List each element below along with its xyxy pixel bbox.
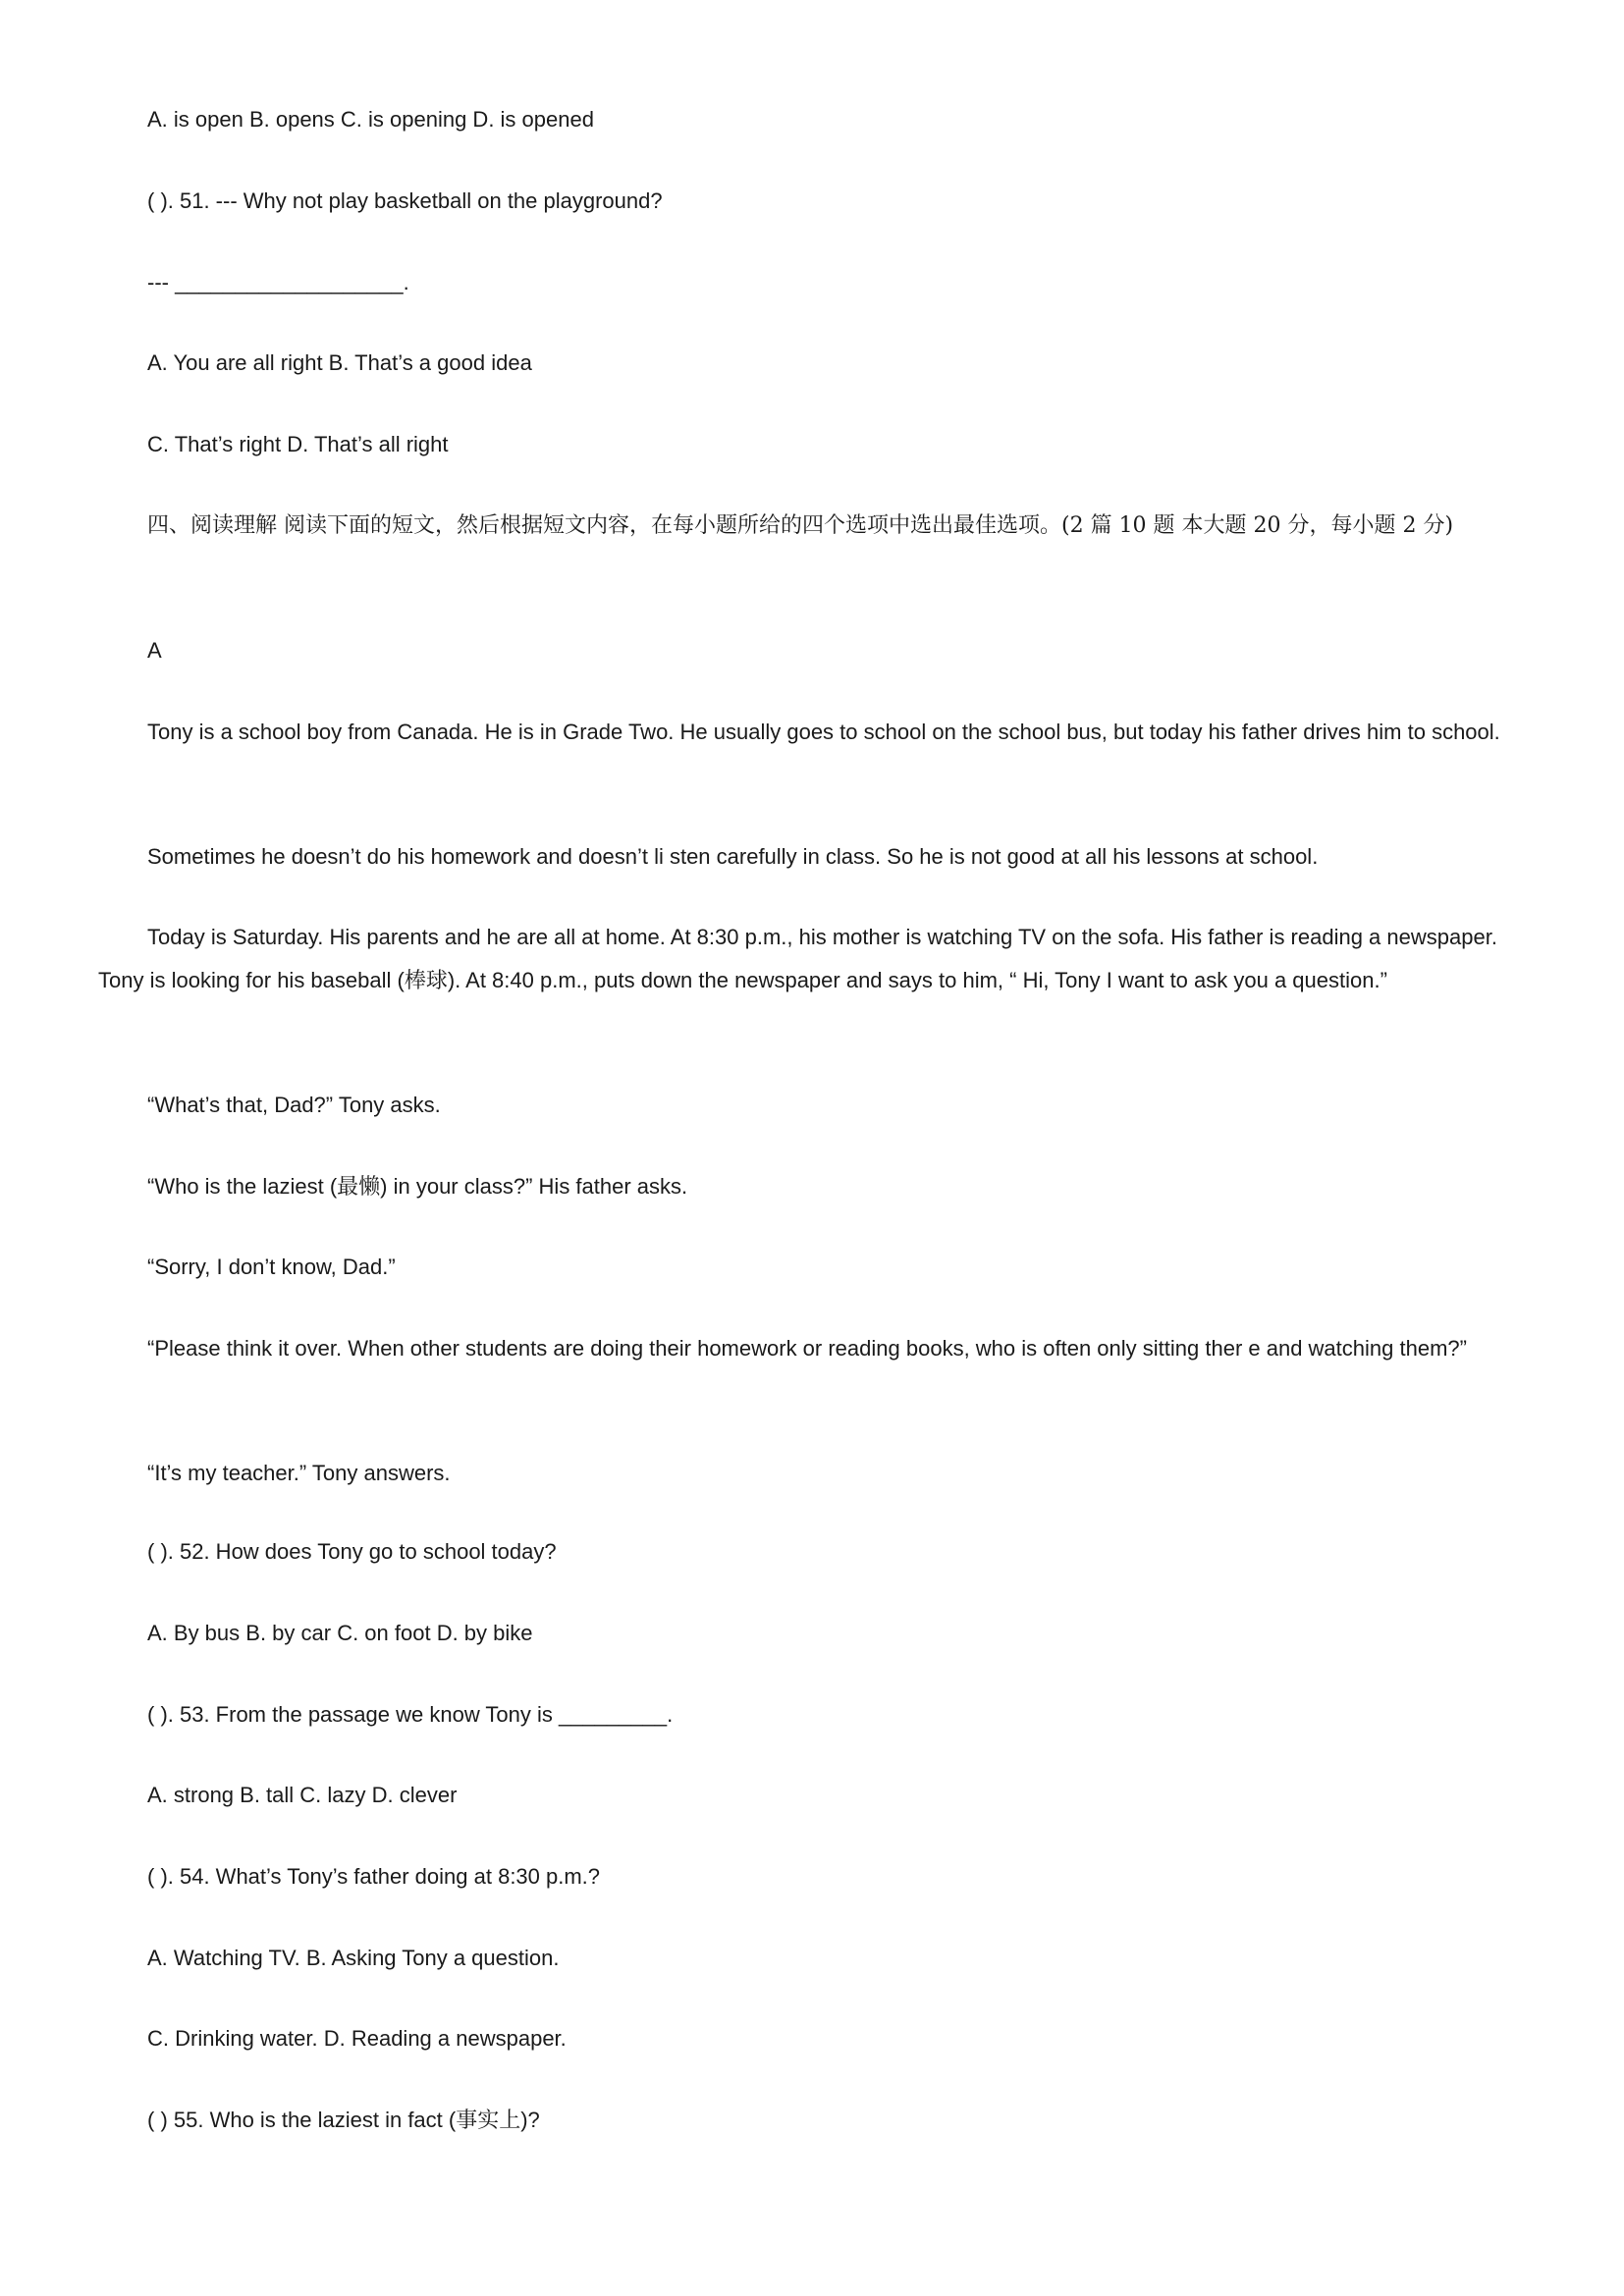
section-heading: 四、阅读理解 阅读下面的短文，然后根据短文内容，在每小题所给的四个选项中选出最佳选项。(2 篇 10 题 本大题 20 分，每小题 2 分) (147, 513, 1454, 538)
passage-paragraph: Sometimes he doesn’t do his homework and doesn’t li sten carefully in class. So he is not good at all his lessons at school. (147, 844, 1319, 869)
question-53-options: A. strong B. tall C. lazy D. clever (147, 1783, 458, 1807)
question-54: ( ). 54. What’s Tony’s father doing at 8:30 p.m.? (147, 1864, 601, 1889)
question-52-options: A. By bus B. by car C. on foot D. by bike (147, 1621, 533, 1645)
passage-paragraph: Tony is a school boy from Canada. He is in Grade Two. He usually goes to school on the school bus, but today his father drives him to school. (147, 720, 1500, 744)
passage-paragraph: “Sorry, I don’t know, Dad.” (147, 1255, 396, 1279)
passage-paragraph: “Who is the laziest (最懒) in your class?” His father asks. (147, 1174, 688, 1199)
question-54-options-line-2: C. Drinking water. D. Reading a newspaper. (147, 2026, 567, 2051)
question-54-options-line-1: A. Watching TV. B. Asking Tony a question. (147, 1946, 560, 1970)
passage-paragraph: “What’s that, Dad?” Tony asks. (147, 1093, 441, 1117)
q50-options: A. is open B. opens C. is opening D. is opened (147, 107, 594, 132)
passage-label: A (147, 638, 162, 663)
question-53: ( ). 53. From the passage we know Tony is _________. (147, 1702, 674, 1727)
q51-question: ( ). 51. --- Why not play basketball on the playground? (147, 188, 663, 213)
passage-paragraph: “It’s my teacher.” Tony answers. (147, 1461, 451, 1485)
q51-options-line-1: A. You are all right B. That’s a good idea (147, 350, 532, 375)
question-52: ( ). 52. How does Tony go to school today? (147, 1539, 557, 1564)
passage-paragraph: Today is Saturday. His parents and he are all at home. At 8:30 p.m., his mother is watching TV on the sofa. His father is reading a newspaper. Tony is looking for his baseball (棒球). At 8:40 p.m., puts down the newspaper and says to him, “ Hi, Tony I want to ask you a question.” (98, 925, 1497, 992)
q51-answer-blank: --- ___________________. (147, 270, 409, 294)
passage-paragraph: “Please think it over. When other students are doing their homework or reading books, who is often only sitting ther e and watching them?” (147, 1336, 1467, 1361)
q51-options-line-2: C. That’s right D. That’s all right (147, 432, 449, 456)
question-55: ( ) 55. Who is the laziest in fact (事实上)? (147, 2108, 540, 2132)
